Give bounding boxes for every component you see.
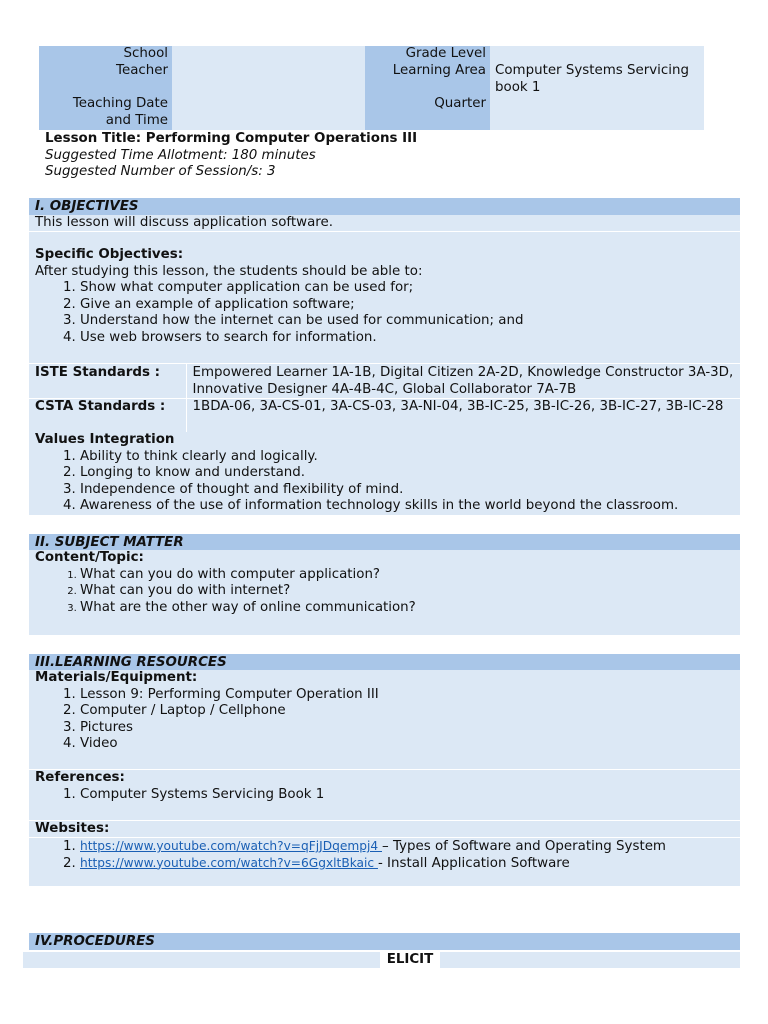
subject-matter-heading: II. SUBJECT MATTER [29,534,740,551]
websites-label: Websites: [35,821,110,836]
specific-objectives-intro: After studying this lesson, the students should be able to: [35,263,423,279]
specific-objectives-box [29,232,740,363]
objectives-intro-box [29,215,740,231]
grade-level-label: Grade Level [365,46,490,63]
header-table [39,46,704,130]
teaching-date-label: Teaching Date and Time [39,96,172,130]
websites-box [29,838,740,886]
csta-label: CSTA Standards : [29,399,186,433]
list-item: 1. Lesson 9: Performing Computer Operation III [80,687,734,704]
list-item: 1. What can you do with computer application? [80,567,734,584]
grade-level-value [490,46,704,63]
values-box [29,432,740,515]
values-list [35,449,734,515]
content-topic-label: Content/Topic: [35,550,144,565]
list-item: 4. Awareness of the use of information technology skills in the world beyond the classroom. [80,498,734,515]
teaching-date-value [172,96,365,130]
specific-objectives-list [35,280,734,346]
subject-matter-box [29,550,740,635]
procedures-heading: IV.PROCEDURES [29,933,740,950]
references-label: References: [35,770,125,785]
teacher-value [172,63,365,96]
learning-resources-heading: III.LEARNING RESOURCES [29,654,740,671]
lesson-title: Lesson Title: Performing Computer Operations III [45,131,418,146]
content-topic-list [35,567,734,617]
list-item: 3. What are the other way of online communication? [80,600,734,617]
list-item: 2. What can you do with internet? [80,583,734,600]
list-item [80,838,734,855]
lesson-info [45,131,705,181]
specific-objectives-label: Specific Objectives: [35,247,184,262]
learning-area-value: Computer Systems Servicing book 1 [490,63,704,96]
references-list [35,787,734,804]
time-allotment: Suggested Time Allotment: 180 minutes [45,147,316,163]
website-desc-1: – Types of Software and Operating System [382,839,666,854]
school-label: School [39,46,172,63]
list-item: 4. Use web browsers to search for information. [80,330,734,347]
websites-label-box [29,821,740,837]
website-desc-2: - Install Application Software [377,855,570,871]
session-count: Suggested Number of Session/s: 3 [45,164,276,180]
school-value [172,46,365,63]
materials-label: Materials/Equipment: [35,670,198,685]
list-item: 1. Computer Systems Servicing Book 1 [80,787,734,804]
references-box [29,770,740,820]
materials-list [35,687,734,753]
objectives-intro: This lesson will discuss application software. [35,215,333,230]
list-item: 2. Longing to know and understand. [80,465,734,482]
list-item [80,855,734,872]
iste-label: ISTE Standards : [29,364,186,399]
list-item: 1. Show what computer application can be used for; [80,280,734,297]
iste-value: Empowered Learner 1A-1B, Digital Citizen 2A-2D, Knowledge Constructor 3A-3D, Innovative Designer 4A-4B-4C, Global Collaborator 7A-7B [186,364,740,399]
website-link-2[interactable]: https://www.youtube.com/watch?v=6GgxltBkaic [80,855,378,870]
list-item: 4. Video [80,736,734,753]
websites-list [35,838,734,871]
list-item: 3. Understand how the internet can be used for communication; and [80,313,734,330]
elicit-row [23,952,740,968]
list-item: 3. Independence of thought and flexibility of mind. [80,482,734,499]
list-item: 3. Pictures [80,720,734,737]
values-label: Values Integration [35,432,175,447]
website-link-1[interactable]: https://www.youtube.com/watch?v=qFjJDqempj4 [80,839,382,853]
teacher-label: Teacher [39,63,172,96]
materials-box [29,670,740,769]
quarter-value [490,96,704,130]
standards-table [29,363,740,433]
elicit-label: ELICIT [380,952,440,968]
list-item: 1. Ability to think clearly and logically. [80,449,734,466]
csta-value: 1BDA-06, 3A-CS-01, 3A-CS-03, 3A-NI-04, 3B-IC-25, 3B-IC-26, 3B-IC-27, 3B-IC-28 [186,399,740,433]
list-item: 2. Computer / Laptop / Cellphone [80,703,734,720]
objectives-heading: I. OBJECTIVES [29,198,740,215]
list-item: 2. Give an example of application software; [80,297,734,314]
quarter-label: Quarter [365,96,490,130]
learning-area-label: Learning Area [365,63,490,96]
